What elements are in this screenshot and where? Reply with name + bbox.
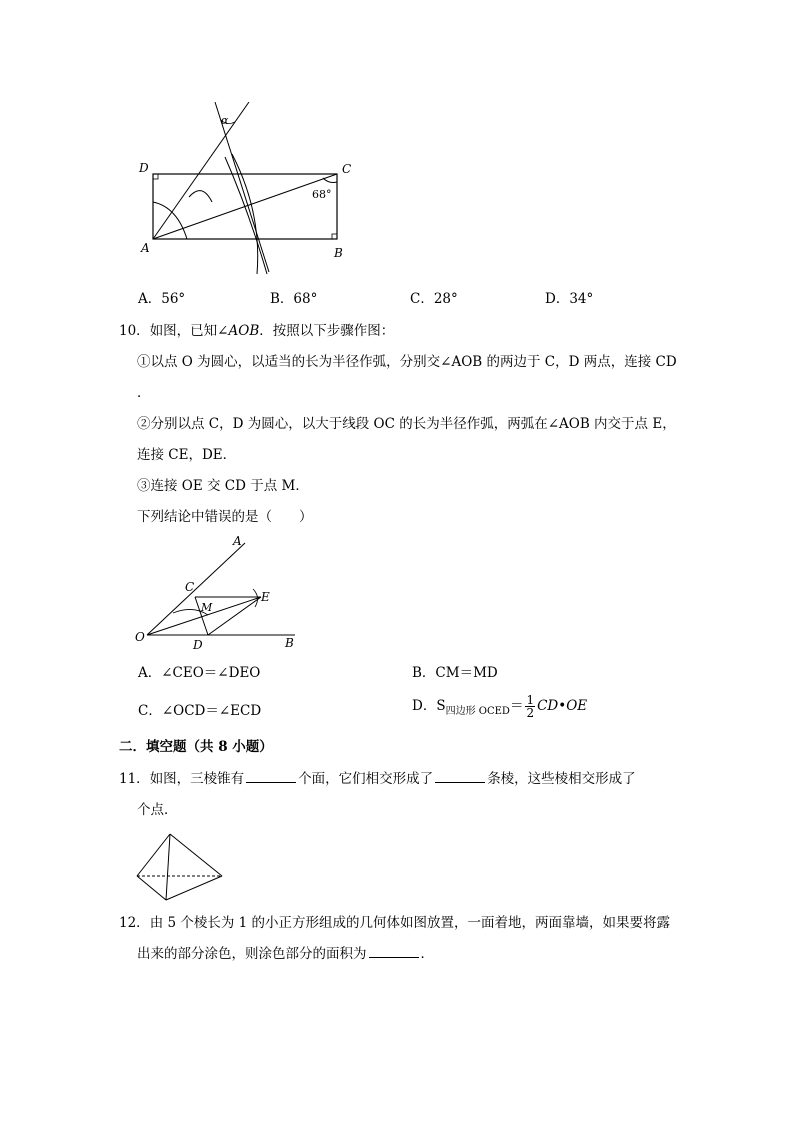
q10-label-a: A (233, 535, 242, 548)
q10-question: 下列结论中错误的是（ ） (137, 509, 313, 525)
q10-label-e: E (261, 590, 270, 604)
q10-option-a: A．∠CEO＝∠DEO (138, 665, 261, 681)
tetrahedron-diagram (134, 832, 226, 904)
q10-option-d (412, 694, 587, 719)
q9-diagram (137, 102, 355, 276)
q10-stem-b: ．按照以下步骤作图： (259, 323, 395, 339)
q10-step1-end: ． (137, 385, 151, 401)
q10-step2-line1: ②分别以点 C，D 为圆心，以大于线段 OC 的长为半径作弧，两弧在∠AOB 内交于点 E， (137, 416, 676, 432)
q11-blank-1 (246, 770, 296, 783)
q10-option-c: C．∠OCD＝∠ECD (138, 703, 262, 719)
q10-figure (133, 535, 303, 653)
q9-label-c: C (342, 162, 352, 176)
q11-part1: 如图，三棱锥有 (149, 771, 245, 787)
q10-option-d-prefix: D．S (412, 698, 446, 714)
q10-frac-num: 1 (526, 693, 535, 707)
q12-line2-a: 出来的部分涂色，则涂色部分的面积为 (137, 946, 367, 962)
q9-option-b: B．68° (270, 291, 318, 307)
q9-option-a: A．56° (138, 291, 186, 307)
q12-blank (369, 945, 419, 958)
q11-number: 11． (119, 771, 150, 787)
q9-label-alpha: α (221, 114, 229, 127)
q12-line2 (137, 945, 434, 963)
q10-step3: ③连接 OE 交 CD 于点 M． (137, 478, 309, 494)
section2-title: 二．填空题（共 8 小题） (119, 739, 273, 755)
q11-figure (134, 832, 226, 904)
q10-option-d-suffix: CD•OE (537, 698, 588, 714)
q11-part2: 个面，它们相交形成了 (298, 771, 434, 787)
q12-number: 12． (119, 915, 150, 931)
q10-step1: ①以点 O 为圆心，以适当的长为半径作弧，分别交∠AOB 的两边于 C，D 两点，连接 CD (137, 354, 677, 370)
q10-option-b: B．CM＝MD (412, 665, 498, 681)
q9-label-a: A (141, 241, 150, 255)
q10-option-d-eq: ＝ (509, 698, 524, 714)
q10-number: 10． (119, 323, 150, 339)
q10-label-c: C (185, 580, 195, 594)
q10-label-o: O (135, 630, 145, 644)
q11-line2: 个点． (137, 802, 178, 818)
q10-option-d-fraction (525, 694, 535, 719)
q10-option-d-sub: 四边形 OCED (445, 706, 510, 717)
q10-label-b: B (285, 636, 294, 650)
q10-stem (119, 322, 394, 340)
q10-diagram (133, 535, 303, 653)
q9-option-c: C．28° (410, 291, 458, 307)
q9-label-68: 68° (312, 188, 332, 201)
q12-line1 (119, 914, 670, 932)
q10-stem-a: 如图，已知∠ (149, 323, 229, 339)
q9-label-b: B (334, 246, 343, 260)
q9-option-d: D．34° (545, 291, 594, 307)
q11-line1 (119, 770, 636, 788)
q11-blank-2 (435, 770, 485, 783)
q12-line1-text: 由 5 个棱长为 1 的小正方形组成的几何体如图放置，一面着地，两面靠墙，如果要将露 (149, 915, 671, 931)
q11-part3: 条棱，这些棱相交形成了 (487, 771, 636, 787)
q10-label-d: D (193, 638, 203, 652)
q10-label-m: M (201, 601, 213, 614)
q10-stem-aob: AOB (228, 323, 260, 339)
q10-frac-den: 2 (526, 706, 535, 720)
q10-step2-line2: 连接 CE，DE． (137, 447, 237, 463)
q12-line2-b: ． (420, 946, 434, 962)
q9-label-d: D (139, 161, 149, 175)
q9-figure (137, 102, 355, 276)
